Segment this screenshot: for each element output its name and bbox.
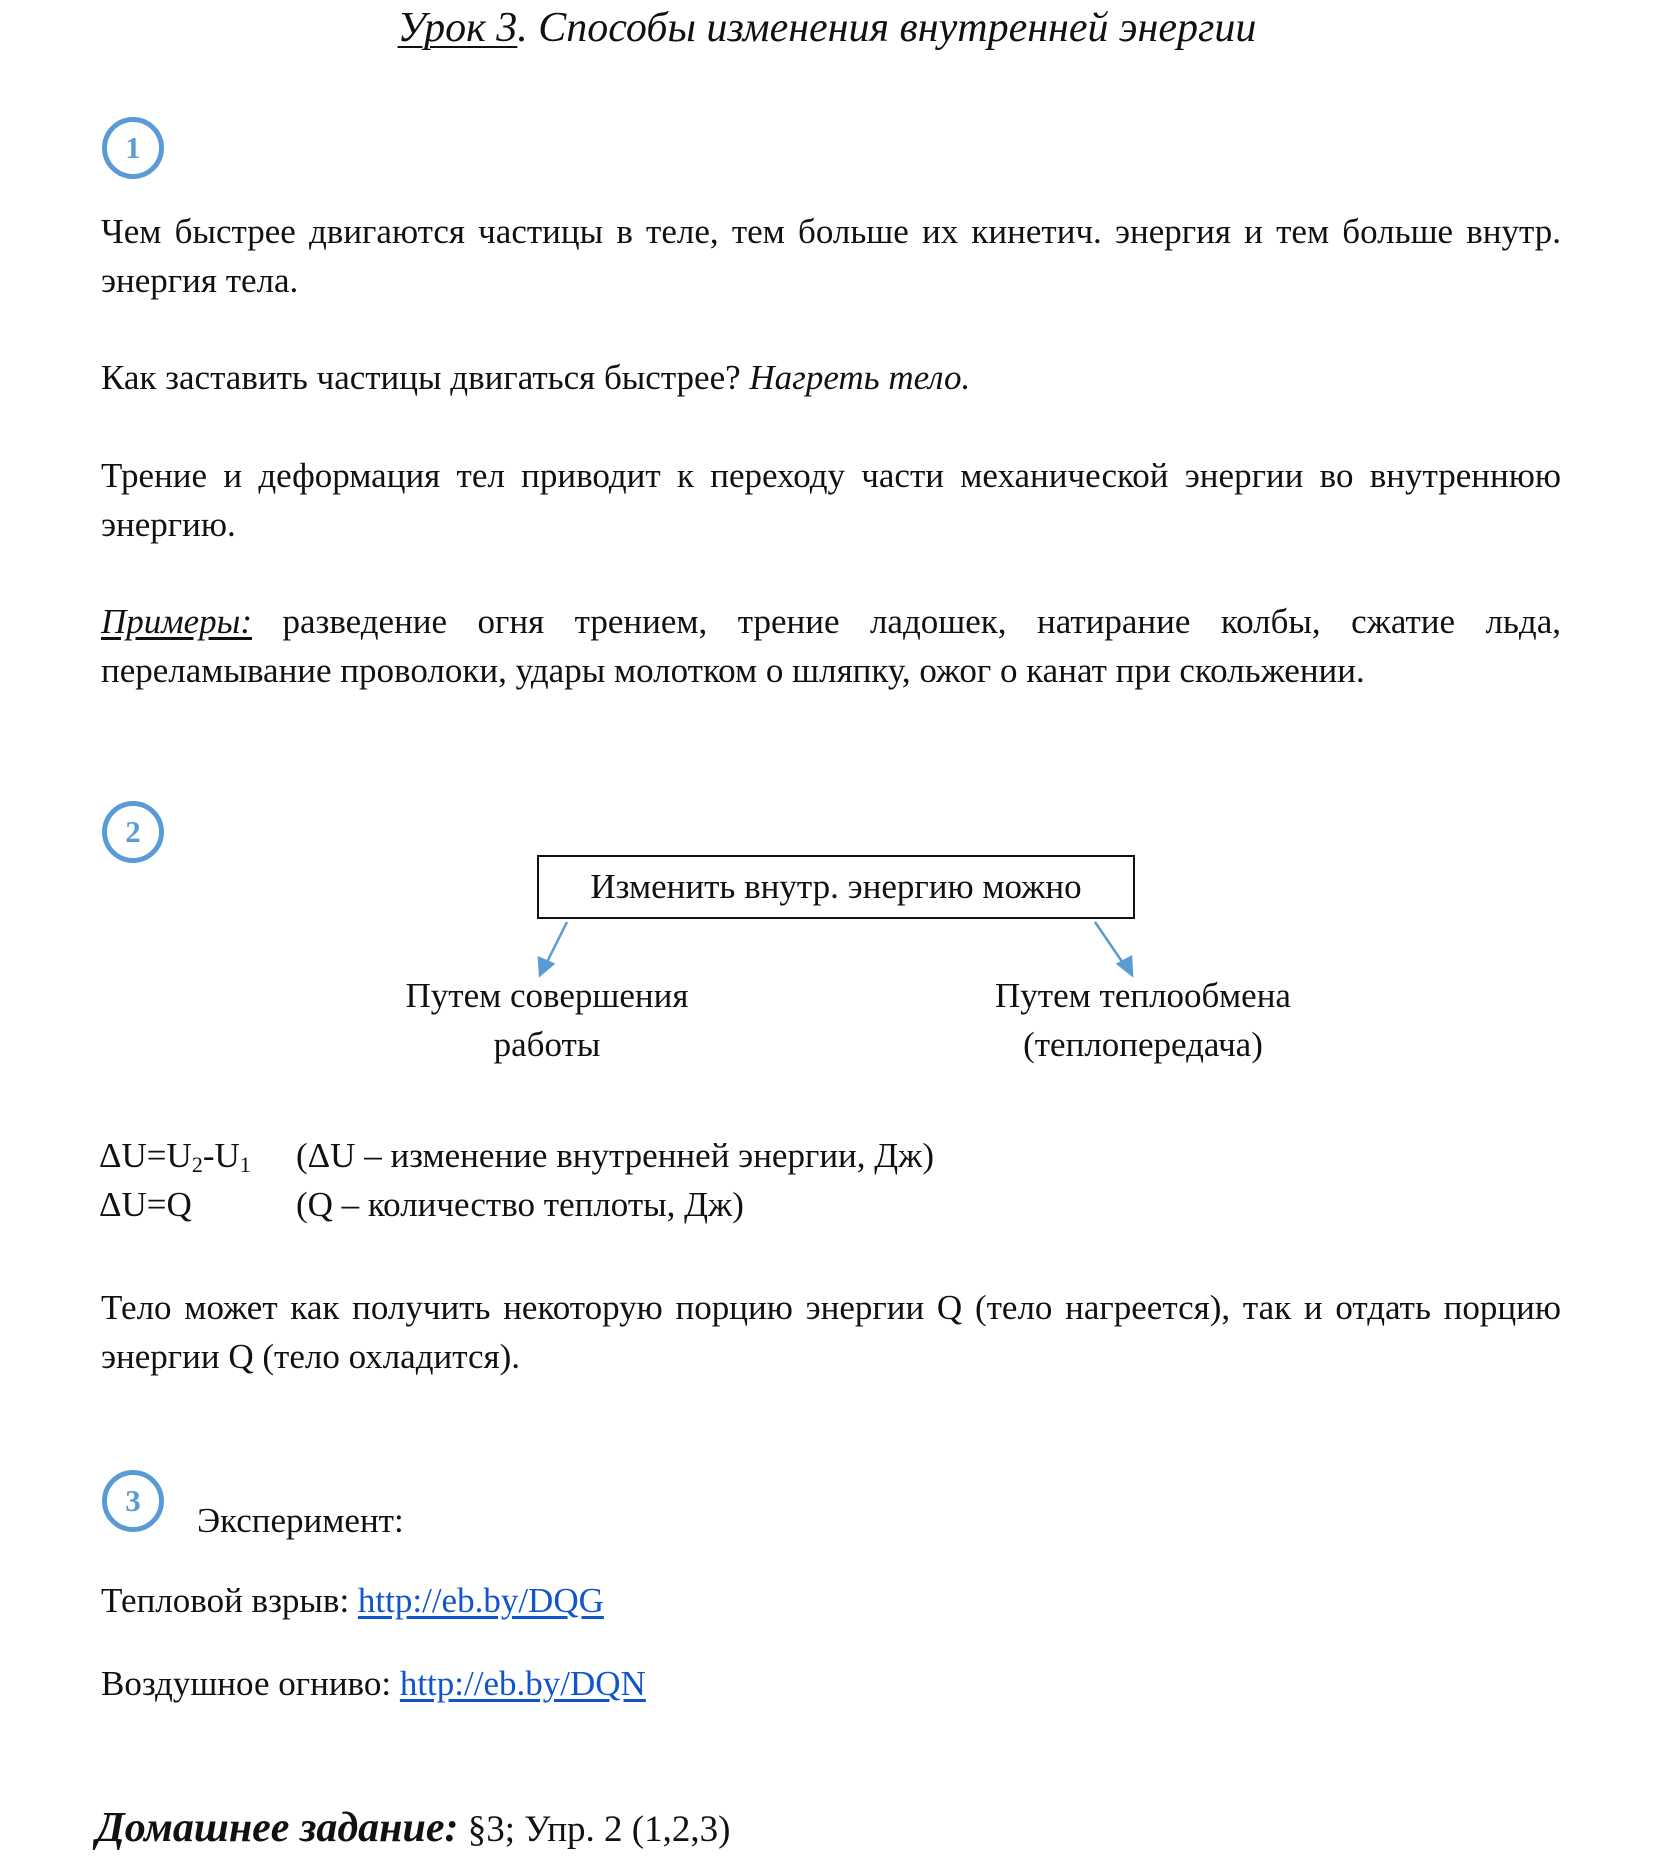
lesson-number: Урок 3 [397, 5, 518, 51]
question-text: Как заставить частицы двигаться быстрее? [101, 358, 750, 397]
answer-end: . [961, 358, 971, 397]
link-thermal-explosion[interactable]: http://eb.by/DQG [357, 1581, 604, 1620]
paragraph-friction: Трение и деформация тел приводит к переходу части механической энергии во внутреннюю энергию. [101, 456, 1561, 544]
experiment-link-row-2 [101, 1659, 646, 1708]
experiment-link-row-1 [101, 1576, 604, 1625]
formula-1-part-b: -U [202, 1136, 240, 1175]
formula-2: ΔU=Q [99, 1185, 192, 1224]
homework [96, 1804, 730, 1852]
branch-heat [943, 971, 1343, 1069]
examples-text: разведение огня трением, трение ладошек, натирание колбы, сжатие льда, переламывание проволоки, удары молотком о шляпку, ожог о канат при скольжении. [101, 602, 1561, 690]
link-1-label: Тепловой взрыв: [101, 1581, 358, 1620]
examples-label: Примеры: [101, 602, 253, 641]
diagram-root-box: Изменить внутр. энергию можно [537, 855, 1135, 919]
section-1-number: 1 [125, 130, 141, 165]
branch-work-line2: работы [493, 1025, 601, 1064]
branch-work-line1: Путем совершения [405, 976, 689, 1015]
paragraph-heat-exchange: Тело может как получить некоторую порцию энергии Q (тело нагреется), так и отдать порцию энергии Q (тело охладится). [101, 1288, 1561, 1376]
formula-1-part-a: ΔU=U [99, 1136, 192, 1175]
arrow-right-line [1095, 922, 1125, 966]
section-3-number: 3 [125, 1483, 141, 1518]
formula-2-note: (Q – количество теплоты, Дж) [296, 1185, 744, 1224]
section-3-badge [102, 1470, 164, 1532]
link-2-label: Воздушное огниво: [101, 1664, 400, 1703]
branch-heat-line2: (теплопередача) [1023, 1025, 1263, 1064]
answer-text: Нагреть тело [749, 358, 962, 397]
homework-label: Домашнее задание: [96, 1805, 459, 1851]
section-2-number: 2 [125, 814, 141, 849]
homework-text: §3; Упр. 2 (1,2,3) [458, 1809, 731, 1850]
formula-1-note: (ΔU – изменение внутренней энергии, Дж) [296, 1136, 934, 1175]
formula-1-sub2: 2 [191, 1152, 203, 1177]
link-air-flint[interactable]: http://eb.by/DQN [399, 1664, 646, 1703]
paragraph-particles: Чем быстрее двигаются частицы в теле, тем больше их кинетич. энергия и тем больше внутр. энергия тела. [101, 212, 1561, 300]
experiment-heading: Эксперимент: [197, 1501, 404, 1540]
branch-work [347, 971, 747, 1069]
arrow-left-line [545, 922, 567, 966]
lesson-title: . Способы изменения внутренней энергии [517, 5, 1257, 51]
formula-1-sub1: 1 [239, 1152, 251, 1177]
branch-heat-line1: Путем теплообмена [995, 976, 1291, 1015]
